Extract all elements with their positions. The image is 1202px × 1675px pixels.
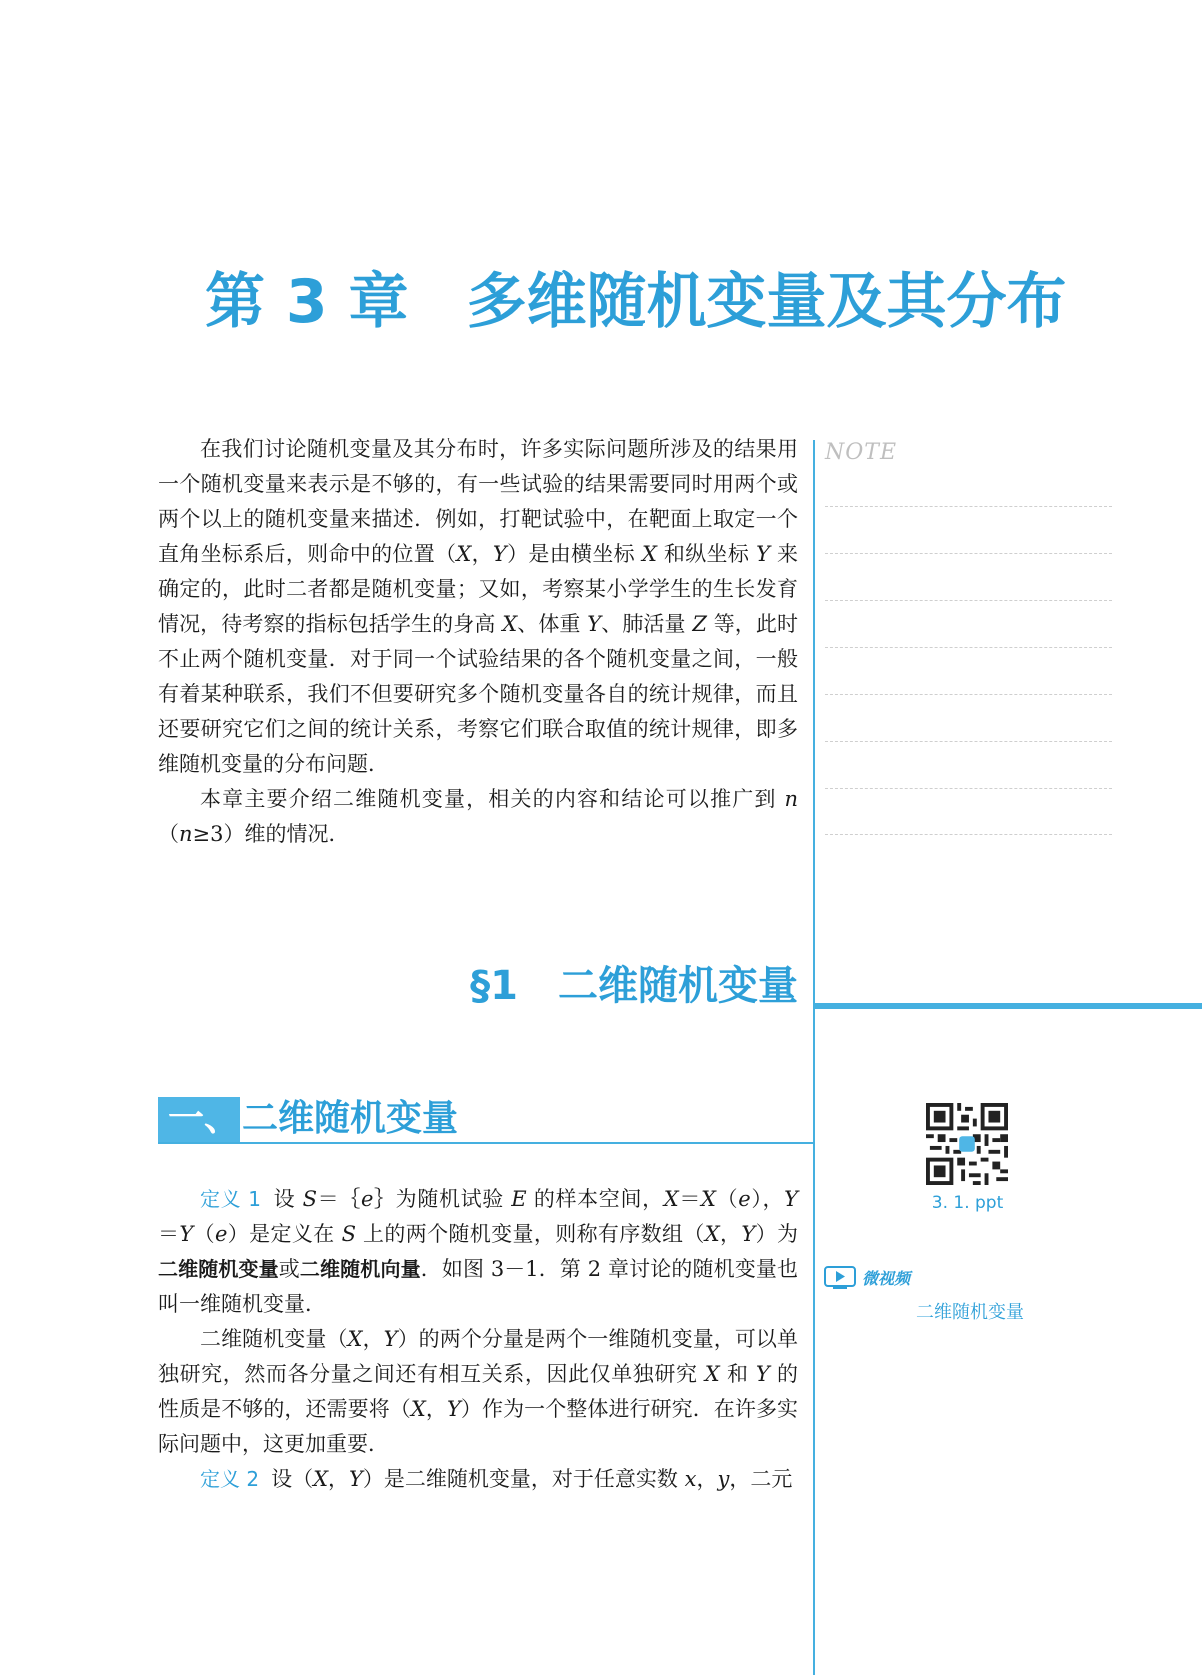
chapter-name: 多维随机变量及其分布: [466, 267, 1067, 337]
intro-text: [158, 432, 798, 852]
intro-paragraph-1: 在我们讨论随机变量及其分布时，许多实际问题所涉及的结果用一个随机变量来表示是不够的，有一些试验的结果需要同时用两个或两个以上的随机变量来描述．例如，打靶试验中，在靶面上取定一个直角坐标系后，则命中的位置（X，Y）是由横坐标 X 和纵坐标 Y 来确定的，此时二者都是随机变量；又如，考察某小学学生的生长发育情况，待考察的指标包括学生的身高 X、体重 Y、肺活量 Z 等，此时不止两个随机变量．对于同一个试验结果的各个随机变量之间，一般有着某种联系，我们不但要研究多个随机变量各自的统计规律，而且还要研究它们之间的统计关系，考察它们联合取值的统计规律，即多维随机变量的分布问题．: [158, 437, 798, 776]
video-label: 微视频: [862, 1269, 911, 1288]
note-line: [825, 600, 1112, 601]
note-line: [825, 553, 1112, 554]
term-2d-random-vector: 二维随机向量: [299, 1257, 421, 1281]
main-text: [158, 1182, 798, 1497]
paragraph-2: 二维随机变量（X，Y）的两个分量是两个一维随机变量，可以单独研究，然而各分量之间还有相互关系，因此仅单独研究 X 和 Y 的性质是不够的，还需要将（X，Y）作为一个整体进行研究．在许多实际问题中，这更加重要．: [158, 1327, 799, 1456]
definition-1: 定义 1 设 S＝｛e｝为随机试验 E 的样本空间，X＝X（e），Y＝Y（e）是定义在 S 上的两个随机变量，则称有序数组（X，Y）为二维随机变量或二维随机向量．如图 3－1．第 2 章讨论的随机变量也叫一维随机变量．: [158, 1187, 799, 1316]
definition-2: 定义 2 设（X，Y）是二维随机变量，对于任意实数 x，y，二元: [200, 1467, 793, 1491]
note-line: [825, 788, 1112, 789]
subsection-name: 二维随机变量: [242, 1098, 459, 1139]
note-line: [825, 647, 1112, 648]
note-line: [825, 506, 1112, 507]
section-title: [300, 960, 798, 1012]
term-2d-random-variable: 二维随机变量: [158, 1257, 279, 1281]
note-line: [825, 694, 1112, 695]
subsection-number: 一、: [168, 1098, 241, 1139]
chapter-title: [205, 262, 1105, 342]
intro-paragraph-2: 本章主要介绍二维随机变量，相关的内容和结论可以推广到 n（n≥3）维的情况．: [158, 787, 798, 846]
note-label: NOTE: [825, 440, 898, 465]
margin-divider: [813, 440, 815, 1675]
note-line: [825, 741, 1112, 742]
video-icon[interactable]: [824, 1266, 856, 1290]
section-number: §1: [470, 963, 518, 1009]
subsection-rule: [158, 1142, 813, 1144]
subsection-title: [168, 1096, 458, 1142]
qr-caption: 3. 1. ppt: [931, 1193, 1004, 1213]
qr-code-icon[interactable]: [926, 1103, 1008, 1185]
definition-2-label: 定义 2: [200, 1467, 260, 1491]
definition-1-label: 定义 1: [200, 1187, 262, 1211]
video-title[interactable]: 二维随机变量: [916, 1302, 1024, 1323]
chapter-label: 第 3 章: [205, 267, 409, 337]
section-name: 二维随机变量: [558, 963, 798, 1009]
section-rule: [813, 1003, 1202, 1009]
note-line: [825, 834, 1112, 835]
